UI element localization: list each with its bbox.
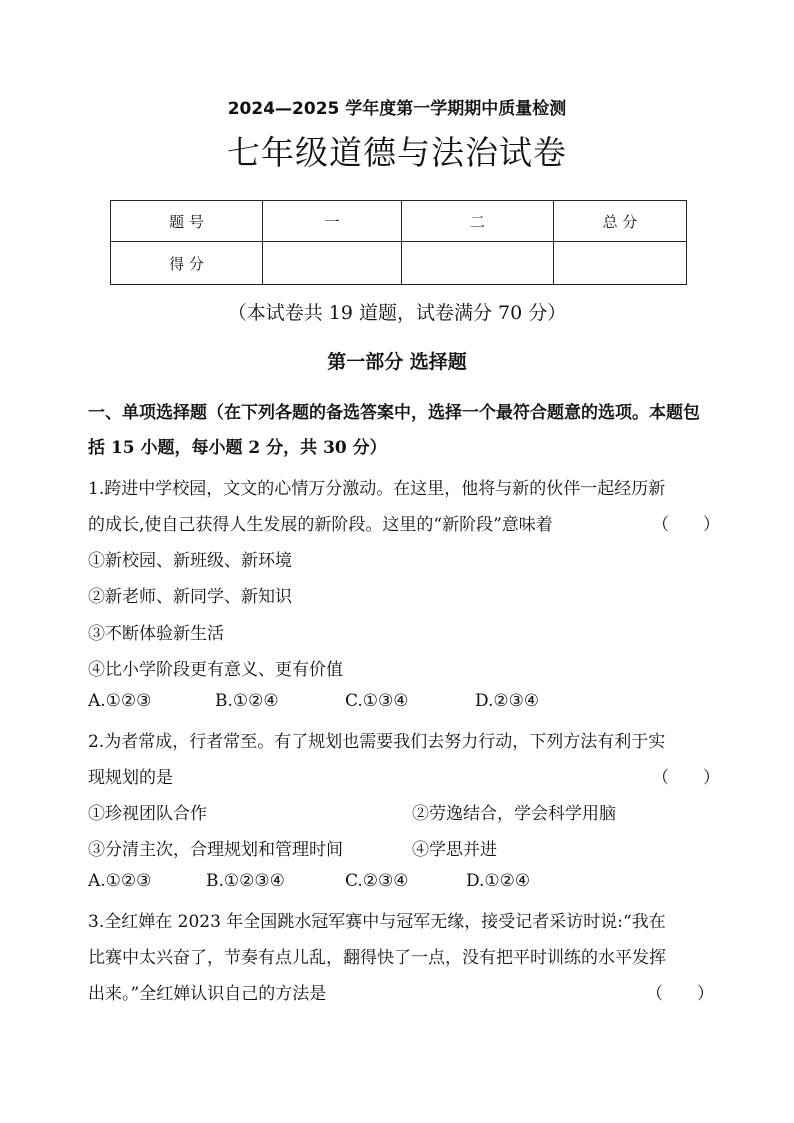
score-table-cell: 总 分 (554, 201, 687, 242)
q2-line-2: 现规划的是 (88, 768, 173, 788)
q3-line-3: 出来。”全红婵认识自己的方法是 (88, 984, 327, 1004)
q1-item-1: ①新校园、新班级、新环境 (88, 551, 292, 571)
q3-line-2: 比赛中太兴奋了，节奏有点儿乱，翻得快了一点，没有把平时训练的水平发挥 (88, 948, 666, 968)
score-table-cell (554, 242, 687, 285)
exam-note: （本试卷共 19 道题，试卷满分 70 分） (227, 302, 567, 324)
q2-option-d: D.①②④ (466, 871, 531, 891)
q2-answer-paren: （ ） (652, 768, 720, 788)
score-table-cell: 题 号 (111, 201, 263, 242)
q1-option-a: A.①②③ (88, 691, 152, 711)
q2-item-2: ②劳逸结合，学会科学用脑 (412, 804, 616, 824)
q1-answer-paren: （ ） (652, 515, 720, 535)
q1-line-1: 1.跨进中学校园，文文的心情万分激动。在这里，他将与新的伙伴一起经历新 (88, 479, 666, 499)
score-table-cell: 一 (263, 201, 402, 242)
q2-option-c: C.②③④ (345, 871, 409, 891)
exam-title: 2024—2025 学年度第一学期期中质量检测 (227, 99, 567, 119)
score-table-header-row (111, 201, 687, 242)
section-heading: 一、单项选择题（在下列各题的备选答案中，选择一个最符合题意的选项。本题包括 15 小题，每小题 2 分，共 30 分） (88, 403, 700, 458)
q3-answer-paren: （ ） (646, 984, 714, 1004)
score-table-score-row (111, 242, 687, 285)
score-table-cell: 二 (402, 201, 554, 242)
q1-option-b: B.①②④ (215, 691, 279, 711)
q2-option-a: A.①②③ (88, 871, 152, 891)
q1-item-3: ③不断体验新生活 (88, 624, 224, 644)
main-title: 七年级道德与法治试卷 (227, 133, 567, 172)
q1-line-2: 的成长,使自己获得人生发展的新阶段。这里的“新阶段”意味着 (88, 515, 553, 535)
q2-item-4: ④学思并进 (412, 840, 497, 860)
q1-item-2: ②新老师、新同学、新知识 (88, 587, 292, 607)
q1-option-c: C.①③④ (345, 691, 409, 711)
q2-item-1: ①珍视团队合作 (88, 804, 207, 824)
q1-option-d: D.②③④ (475, 691, 540, 711)
q2-option-b: B.①②③④ (206, 871, 285, 891)
score-table-cell: 得 分 (111, 242, 263, 285)
q3-line-1: 3.全红婵在 2023 年全国跳水冠军赛中与冠军无缘，接受记者采访时说:“我在 (88, 912, 666, 932)
score-table (110, 200, 687, 285)
q2-item-3: ③分清主次，合理规划和管理时间 (88, 840, 343, 860)
q2-line-1: 2.为者常成，行者常至。有了规划也需要我们去努力行动，下列方法有利于实 (88, 732, 666, 752)
part-title: 第一部分 选择题 (327, 351, 467, 373)
score-table-cell (263, 242, 402, 285)
score-table-cell (402, 242, 554, 285)
q1-item-4: ④比小学阶段更有意义、更有价值 (88, 660, 343, 680)
